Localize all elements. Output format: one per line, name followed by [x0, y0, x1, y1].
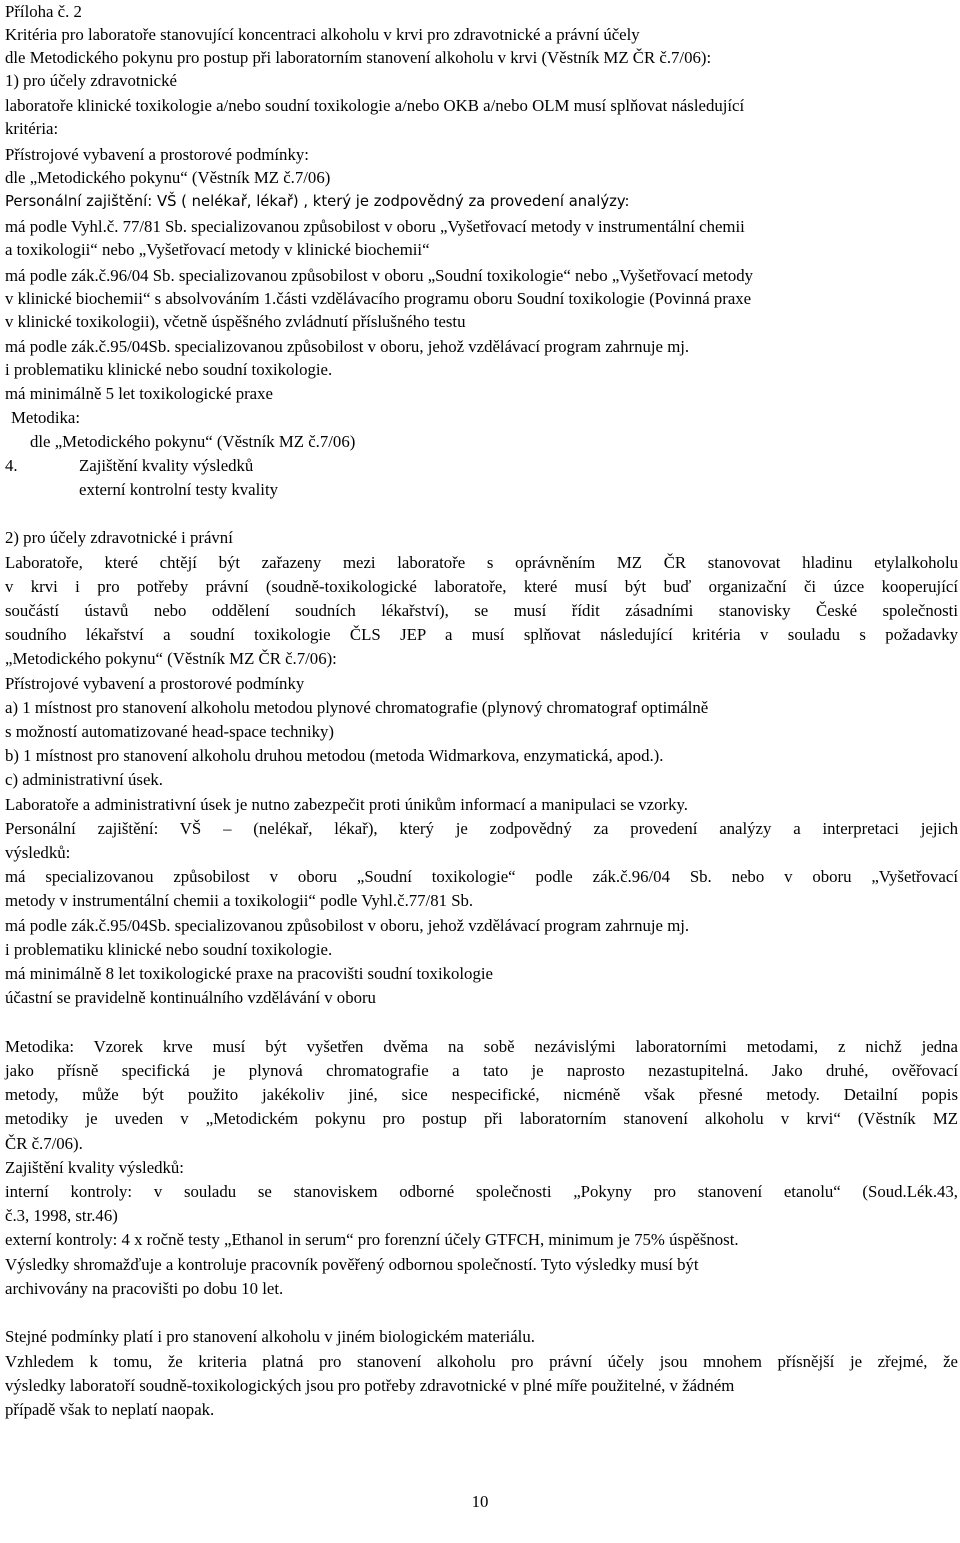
- paragraph-line: metody, může být použito jakékoliv jiné, sice nespecifické, nicméně však přesné metody. Detailní popis: [5, 1085, 958, 1104]
- paragraph-line: č.3, 1998, str.46): [5, 1206, 118, 1225]
- paragraph-line: má podle Vyhl.č. 77/81 Sb. specializovanou způsobilost v oboru „Vyšetřovací metody v instrumentální chemii: [5, 217, 745, 236]
- paragraph-line: Personální zajištění: VŠ – (nelékař, lékař), který je zodpovědný za provedení analýzy a interpretaci jejich: [5, 819, 958, 838]
- paragraph-line: Laboratoře a administrativní úsek je nutno zabezpečit proti únikům informací a manipulaci se vzorky.: [5, 795, 688, 814]
- criteria-title-line-2: dle Metodického pokynu pro postup při laboratorním stanovení alkoholu v krvi (Věstník MZ ČR č.7/06):: [5, 48, 712, 67]
- paragraph-line: jako přísně specifická je plynová chromatografie a tato je naprosto nezastupitelná. Jako druhé, ověřovací: [5, 1061, 958, 1080]
- section-1-heading: 1) pro účely zdravotnické: [5, 71, 177, 90]
- paragraph-line: metodiky je uveden v „Metodickém pokynu pro postup při laboratorním stanovení alkoholu v krvi“ (Věstník MZ: [5, 1109, 958, 1128]
- paragraph-line: interní kontroly: v souladu se stanoviskem odborné společnosti „Pokyny pro stanovení etanolu“ (Soud.Lék.43,: [5, 1182, 958, 1201]
- paragraph-line: Vzhledem k tomu, že kriteria platná pro stanovení alkoholu pro právní účely jsou mnohem přísnější je zřejmé, že: [5, 1352, 958, 1371]
- paragraph-line: Přístrojové vybavení a prostorové podmínky:: [5, 145, 309, 164]
- paragraph-line: externí kontrolní testy kvality: [79, 480, 279, 499]
- paragraph-line: výsledky laboratoří soudně-toxikologických jsou pro potřeby zdravotnické v plné míře použitelné, v žádném: [5, 1376, 735, 1395]
- paragraph-line: „Metodického pokynu“ (Věstník MZ ČR č.7/06):: [5, 649, 337, 668]
- paragraph-line: i problematiku klinické nebo soudní toxikologie.: [5, 940, 333, 959]
- paragraph-line: externí kontroly: 4 x ročně testy „Ethanol in serum“ pro forenzní účely GTFCH, minimum je 75% úspěšnost.: [5, 1230, 739, 1249]
- paragraph-line: Metodika:: [11, 408, 80, 427]
- paragraph-line: Zajištění kvality výsledků: [79, 456, 254, 475]
- paragraph-line: ČR č.7/06).: [5, 1134, 83, 1153]
- paragraph-line: má podle zák.č.95/04Sb. specializovanou způsobilost v oboru, jehož vzdělávací program zahrnuje mj.: [5, 337, 690, 356]
- paragraph-line: účastní se pravidelně kontinuálního vzdělávání v oboru: [5, 988, 376, 1007]
- paragraph-line: i problematiku klinické nebo soudní toxikologie.: [5, 360, 333, 379]
- paragraph-line: má specializovanou způsobilost v oboru „Soudní toxikologie“ podle zák.č.96/04 Sb. nebo v oboru „Vyšetřovací: [5, 867, 958, 886]
- paragraph-line: laboratoře klinické toxikologie a/nebo soudní toxikologie a/nebo OKB a/nebo OLM musí splňovat následující: [5, 96, 745, 115]
- paragraph-line: Výsledky shromažďuje a kontroluje pracovník pověřený odbornou společností. Tyto výsledky musí být: [5, 1255, 699, 1274]
- paragraph-line: c) administrativní úsek.: [5, 770, 163, 789]
- paragraph-line: má podle zák.č.96/04 Sb. specializovanou způsobilost v oboru „Soudní toxikologie“ nebo „Vyšetřovací metody: [5, 266, 754, 285]
- paragraph-line: má minimálně 5 let toxikologické praxe: [5, 384, 273, 403]
- paragraph-line: Laboratoře, které chtějí být zařazeny mezi laboratoře s oprávněním MZ ČR stanovovat hladinu etylalkoholu: [5, 553, 958, 572]
- paragraph-line: Přístrojové vybavení a prostorové podmínky: [5, 674, 305, 693]
- paragraph-line: s možností automatizované head-space techniky): [5, 722, 334, 741]
- paragraph-line: a toxikologii“ nebo „Vyšetřovací metody v klinické biochemii“: [5, 240, 430, 259]
- paragraph-line: Metodika: Vzorek krve musí být vyšetřen dvěma na sobě nezávislými laboratorními metodami, z nichž jedna: [5, 1037, 958, 1056]
- paragraph-line: má minimálně 8 let toxikologické praxe na pracovišti soudní toxikologie: [5, 964, 493, 983]
- criteria-title-line-1: Kritéria pro laboratoře stanovující koncentraci alkoholu v krvi pro zdravotnické a právní účely: [5, 25, 640, 44]
- paragraph-line: Stejné podmínky platí i pro stanovení alkoholu v jiném biologickém materiálu.: [5, 1327, 535, 1346]
- paragraph-line: výsledků:: [5, 843, 71, 862]
- paragraph-line: v krvi i pro potřeby právní (soudně-toxikologické laboratoře, které musí být buď organizační či úzce kooperující: [5, 577, 958, 596]
- attachment-heading: Příloha č. 2: [5, 2, 82, 21]
- paragraph-line: a) 1 místnost pro stanovení alkoholu metodou plynové chromatografie (plynový chromatograf optimálně: [5, 698, 709, 717]
- paragraph-line: archivovány na pracovišti po dobu 10 let.: [5, 1279, 284, 1298]
- section-2-heading: 2) pro účely zdravotnické i právní: [5, 528, 233, 547]
- paragraph-line: kritéria:: [5, 119, 59, 138]
- paragraph-line: b) 1 místnost pro stanovení alkoholu druhou metodou (metoda Widmarkova, enzymatická, apod.).: [5, 746, 664, 765]
- page-number: 10: [471, 1492, 489, 1511]
- paragraph-line: případě však to neplatí naopak.: [5, 1400, 215, 1419]
- list-number: 4.: [5, 456, 18, 475]
- paragraph-line: v klinické biochemii“ s absolvováním 1.části vzdělávacího programu oboru Soudní toxikologie (Povinná praxe: [5, 289, 752, 308]
- paragraph-line: soudního lékařství a soudní toxikologie ČLS JEP a musí splňovat následující kritéria v souladu s požadavky: [5, 625, 958, 644]
- paragraph-line: Personální zajištění: VŠ ( nelékař, lékař) , který je zodpovědný za provedení analýzy:: [5, 193, 630, 210]
- paragraph-line: součástí ústavů nebo oddělení soudních lékařství), se musí řídit zásadními stanovisky České společnosti: [5, 601, 958, 620]
- paragraph-line: dle „Metodického pokynu“ (Věstník MZ č.7/06): [5, 168, 331, 187]
- paragraph-line: Zajištění kvality výsledků:: [5, 1158, 184, 1177]
- paragraph-line: metody v instrumentální chemii a toxikologii“ podle Vyhl.č.77/81 Sb.: [5, 891, 474, 910]
- paragraph-line: má podle zák.č.95/04Sb. specializovanou způsobilost v oboru, jehož vzdělávací program zahrnuje mj.: [5, 916, 690, 935]
- paragraph-line: dle „Metodického pokynu“ (Věstník MZ č.7/06): [30, 432, 356, 451]
- paragraph-line: v klinické toxikologii), včetně úspěšného zvládnutí příslušného testu: [5, 312, 466, 331]
